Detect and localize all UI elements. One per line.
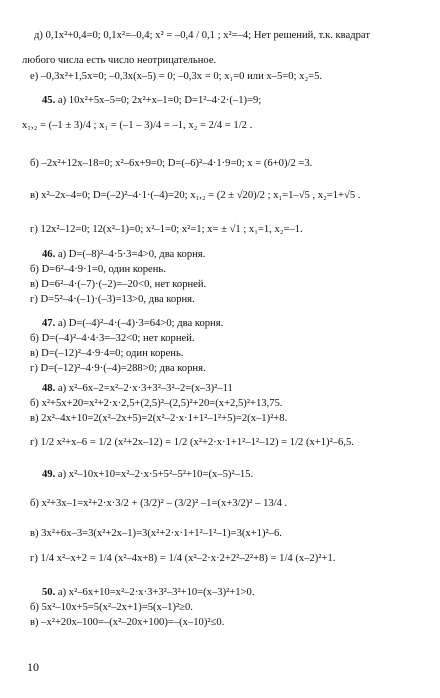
- text-line: б) D=6²–4·9·1=0, один корень.: [30, 264, 166, 275]
- text-line: в) 2x²–4x+10=2(x²–2x+5)=2(x²–2·x·1+1²–1²+5)=2(x–1)²+8.: [30, 413, 288, 424]
- problem-text: а) 10x²+5x–5=0; 2x²+x–1=0; D=1²–4·2·(–1)=9;: [55, 95, 262, 106]
- problem-49: [42, 469, 253, 481]
- text-line: д) 0,1x²+0,4=0; 0,1x²=–0,4; x² = –0,4 / 0,1 ; x²=–4; Нет решений, т.к. квадрат: [34, 30, 370, 41]
- text-line: г) D=5²–4·(–1)·(–3)=13>0, два корня.: [30, 294, 195, 305]
- text-line: в) D=(–12)²–4·9·4=0; один корень.: [30, 348, 184, 359]
- problem-text: а) x²–6x+10=x²–2·x·3+3²–3²+10=(x–3)²+1>0.: [55, 587, 255, 598]
- text-line: в) 3x²+6x–3=3(x²+2x–1)=3(x²+2·x·1+1²–1²–1)=3(x+1)²–6.: [30, 528, 282, 539]
- problem-number: 48.: [42, 383, 56, 394]
- text-line: б) 5x²–10x+5=5(x²–2x+1)=5(x–1)²≥0.: [30, 602, 193, 613]
- text-line: г) 1/2 x²+x–6 = 1/2 (x²+2x–12) = 1/2 (x²+2·x·1+1²–1²–12) = 1/2 (x+1)²–6,5.: [30, 437, 354, 448]
- text-line: б) D=(–4)²–4·4·3=–32<0; нет корней.: [30, 333, 195, 344]
- text-line: б) x²+3x–1=x²+2·x·3/2 + (3/2)² – (3/2)² –1=(x+3/2)² – 13/4 .: [30, 498, 288, 509]
- problem-number: 47.: [42, 318, 56, 329]
- problem-number: 50.: [42, 587, 56, 598]
- text-line: г) D=(–12)²–4·9·(–4)=288>0; два корня.: [30, 363, 206, 374]
- text-line: x₁,₂ = (–1 ± 3)/4 ; x₁ = (–1 – 3)/4 = –1, x₂ = 2/4 = 1/2 .: [22, 120, 253, 131]
- text-line: е) –0,3x²+1,5x=0; –0,3x(x–5) = 0; –0,3x = 0; x₁=0 или x–5=0; x₂=5.: [30, 71, 323, 82]
- text-line: в) x²–2x–4=0; D=(–2)²–4·1·(–4)=20; x₁,₂ = (2 ± √20)/2 ; x₁=1–√5 , x₂=1+√5 .: [30, 190, 361, 201]
- problem-number: 45.: [42, 95, 56, 106]
- text-line: б) x²+5x+20=x²+2·x·2,5+(2,5)²–(2,5)²+20=(x+2,5)²+13,75.: [30, 398, 283, 409]
- problem-48: [42, 383, 233, 395]
- problem-text: а) x²–10x+10=x²–2·x·5+5²–5²+10=(x–5)²–15.: [55, 469, 254, 480]
- text-line: любого числа есть число неотрицательное.: [22, 55, 217, 66]
- text-line: в) D=6²–4·(–7)·(–2)=–20<0, нет корней.: [30, 279, 207, 290]
- problem-number: 49.: [42, 469, 56, 480]
- text-line: г) 12x²–12=0; 12(x²–1)=0; x²–1=0; x²=1; x= ± √1 ; x₁=1, x₂=–1.: [30, 224, 303, 235]
- problem-text: а) D=(–4)²–4·(–4)·3=64>0; два корня.: [55, 318, 224, 329]
- problem-50: [42, 587, 254, 599]
- problem-46: [42, 249, 205, 261]
- problem-47: [42, 318, 223, 330]
- problem-text: а) D=(–8)²–4·5·3=4>0, два корня.: [55, 249, 206, 260]
- problem-text: а) x²–6x–2=x²–2·x·3+3²–3²–2=(x–3)²–11: [55, 383, 233, 394]
- text-line: в) –x²+20x–100=–(x²–20x+100)=–(x–10)²≤0.: [30, 617, 225, 628]
- text-line: б) –2x²+12x–18=0; x²–6x+9=0; D=(–6)²–4·1·9=0; x = (6+0)/2 =3.: [30, 158, 313, 169]
- problem-number: 46.: [42, 249, 56, 260]
- problem-45: [42, 95, 261, 107]
- page-number: 10: [27, 660, 39, 674]
- text-line: г) 1/4 x²–x+2 = 1/4 (x²–4x+8) = 1/4 (x²–2·x·2+2²–2²+8) = 1/4 (x–2)²+1.: [30, 553, 336, 564]
